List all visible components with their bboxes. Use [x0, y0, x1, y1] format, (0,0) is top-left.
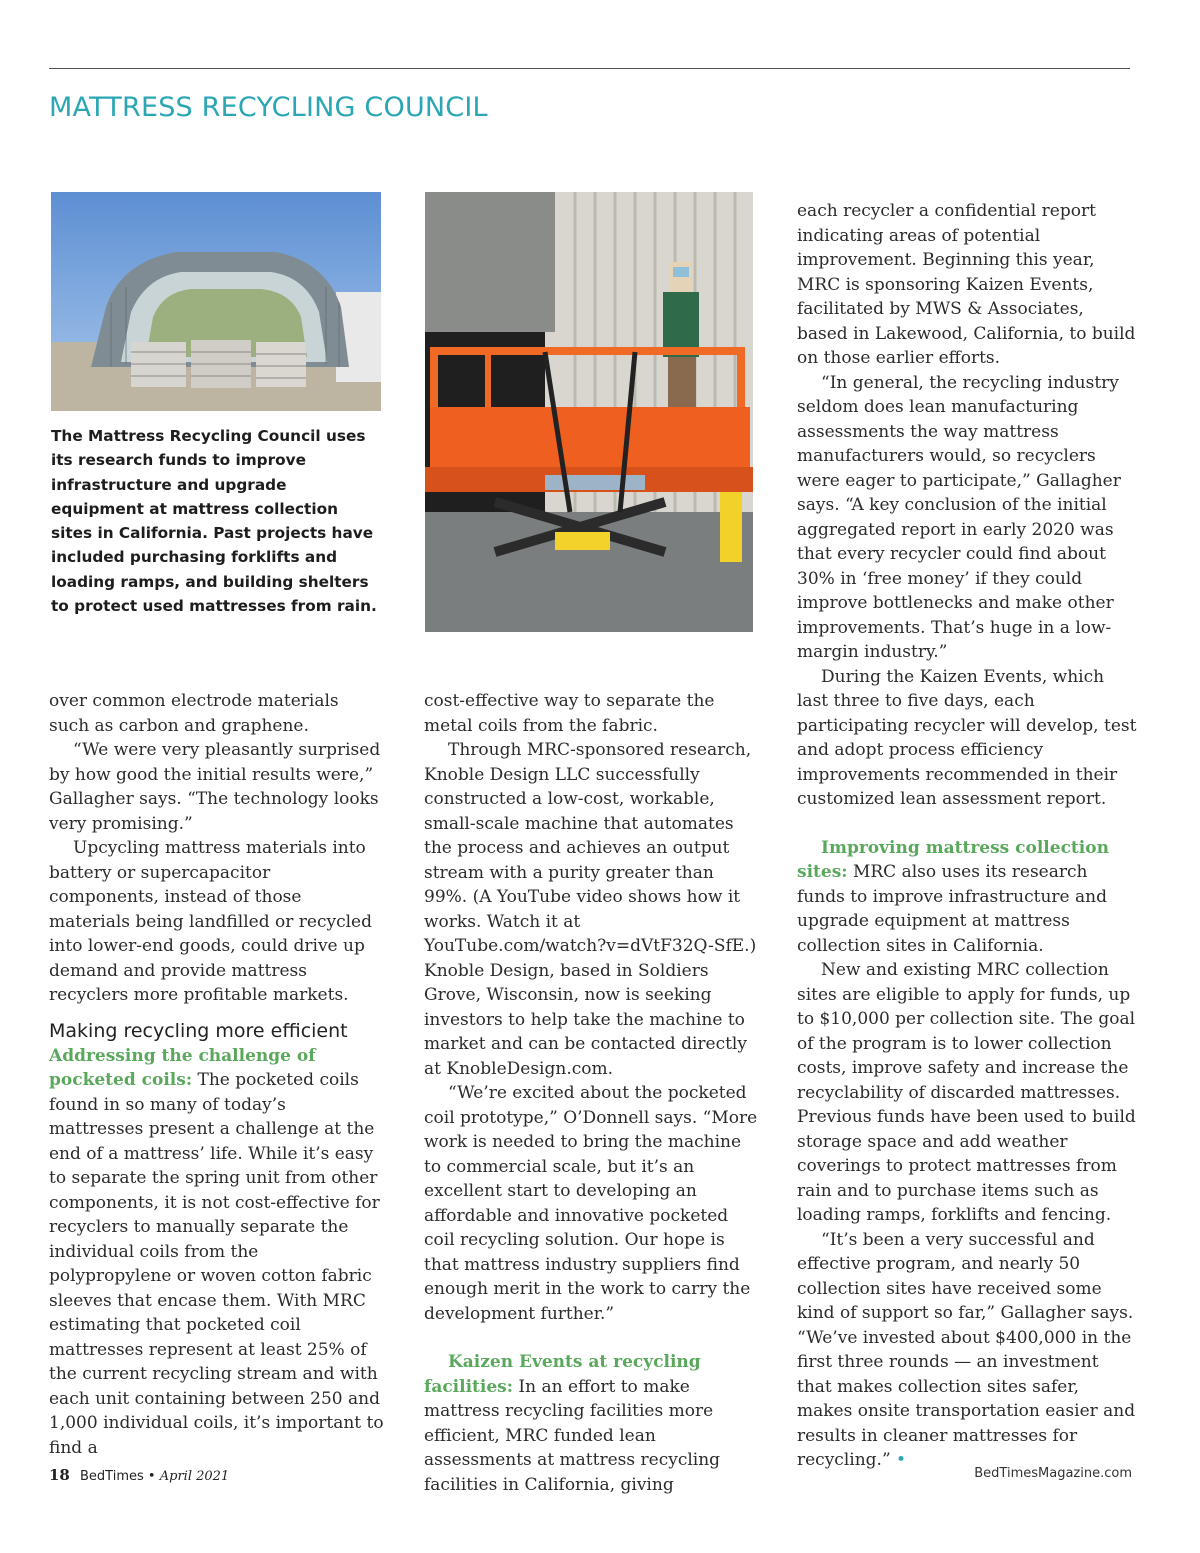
- paragraph: cost-effective way to separate the metal coils from the fabric.: [424, 691, 715, 736]
- paragraph: each recycler a confidential report indicating areas of potential improvement. Beginning this year, MRC is sponsoring Kaizen Events, facilitated by MWS & Associates, based in Lakewood, California, to build on those earlier efforts.: [797, 201, 1136, 368]
- paragraph: New and existing MRC collection sites are eligible to apply for funds, up to $10,000 per collection site. The goal of the program is to lower collection costs, improve safety and increase the recyclability of discarded mattresses. Previous funds have been used to build storage space and add weather coverings to protect mattresses from rain and to purchase items such as loading ramps, forklifts and fencing.: [797, 960, 1136, 1225]
- lead-in: Kaizen Events at recycling facilities:: [424, 1352, 701, 1397]
- page-number: 18: [49, 1466, 70, 1484]
- end-mark: •: [890, 1450, 907, 1470]
- paragraph: “We were very pleasantly surprised by how good the initial results were,” Gallagher says. “The technology looks very promising.”: [49, 740, 381, 834]
- shelter-photo: [51, 192, 381, 411]
- header-rule: [49, 68, 1130, 69]
- subheading: Making recycling more efficient: [49, 1019, 348, 1042]
- issue-date: April 2021: [159, 1469, 230, 1484]
- paragraph: “We’re excited about the pocketed coil prototype,” O’Donnell says. “More work is needed to bring the machine to commercial scale, but it’s an excellent start to developing an affordable and innovative pocketed coil recycling solution. Our hope is that mattress industry suppliers find enough merit in the work to carry the development further.”: [424, 1083, 758, 1324]
- paragraph-text: MRC also uses its research funds to improve infrastructure and upgrade equipment at mattress collection sites in California.: [797, 862, 1107, 956]
- scissor-lift-photo: [425, 192, 753, 632]
- paragraph: [797, 836, 1137, 959]
- paragraph: Upcycling mattress materials into battery or supercapacitor components, instead of those materials being landfilled or recycled into lower-end goods, could drive up demand and provide mattress recyclers more profitable markets.: [49, 838, 372, 1005]
- paragraph-text: In an effort to make mattress recycling facilities more efficient, MRC funded lean assessments at mattress recycling facilities in California, giving: [424, 1376, 721, 1495]
- column-1: [49, 689, 384, 1460]
- section-title: MATTRESS RECYCLING COUNCIL: [49, 92, 488, 123]
- lead-in: Improving mattress collection sites:: [797, 837, 1109, 882]
- paragraph: [49, 1044, 384, 1461]
- footer-left: [49, 1466, 229, 1484]
- lead-in: Addressing the challenge of pocketed coils:: [49, 1045, 316, 1090]
- paragraph-text: “It’s been a very successful and effective program, and nearly 50 collection sites have received some kind of support so far,” Gallagher says. “We’ve invested about $400,000 in the first three rounds — an investment that makes collection sites safer, makes onsite transportation easier and results in cleaner mattresses for recycling.”: [797, 1229, 1136, 1470]
- website-link[interactable]: BedTimesMagazine.com: [974, 1466, 1132, 1481]
- paragraph: over common electrode materials such as carbon and graphene.: [49, 691, 339, 736]
- column-2: [424, 689, 759, 1497]
- paragraph: During the Kaizen Events, which last three to five days, each participating recycler will develop, test and adopt process efficiency improvements recommended in their customized lean assessment report.: [797, 666, 1137, 809]
- paragraph: “In general, the recycling industry seldom does lean manufacturing assessments the way mattress manufacturers would, so recyclers were eager to participate,” Gallagher says. “A key conclusion of the initial aggregated report in early 2020 was that every recycler could find about 30% in ‘free money’ if they could improve bottlenecks and make other improvements. That’s huge in a low-margin industry.”: [797, 372, 1121, 662]
- photo-caption: The Mattress Recycling Council uses its research funds to improve infrastructure and upgrade equipment at mattress collection sites in California. Past projects have included purchasing forklifts and loading ramps, and building shelters to protect used mattresses from rain.: [51, 427, 377, 616]
- paragraph-text: The pocketed coils found in so many of today’s mattresses present a challenge at the end of a mattress’ life. While it’s easy to separate the spring unit from other components, it is not cost-effective for recyclers to manually separate the individual coils from the polypropylene or woven cotton fabric sleeves that encase them. With MRC estimating that pocketed coil mattresses represent at least 25% of the current recycling stream and with each unit containing between 250 and 1,000 individual coils, it’s important to find a: [49, 1070, 384, 1458]
- paragraph: [424, 1350, 759, 1497]
- paragraph: Through MRC-sponsored research, Knoble Design LLC successfully constructed a low-cost, workable, small-scale machine that automates the process and achieves an output stream with a purity greater than 99%. (A YouTube video shows how it works. Watch it at YouTube.com/watch?v=dVtF32Q-SfE.) Knoble Design, based in Soldiers Grove, Wisconsin, now is seeking investors to help take the machine to market and can be contacted directly at KnobleDesign.com.: [424, 740, 757, 1079]
- magazine-name: BedTimes: [80, 1469, 144, 1484]
- column-3: [797, 199, 1137, 1473]
- paragraph: [797, 1228, 1137, 1473]
- footer-separator: •: [147, 1469, 156, 1484]
